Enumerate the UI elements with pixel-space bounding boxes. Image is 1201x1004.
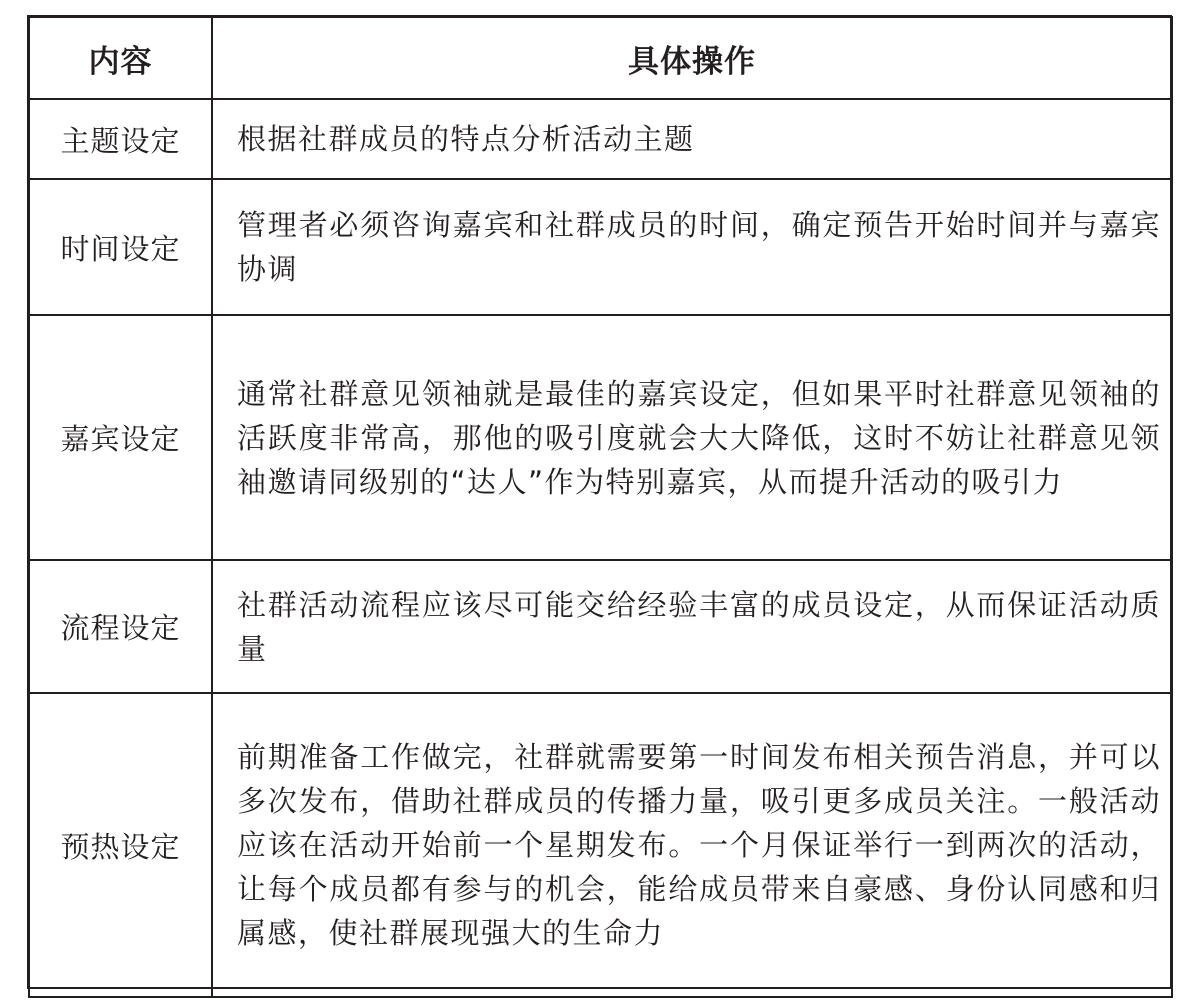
table-row (29, 179, 1172, 315)
table-row (29, 315, 1172, 560)
row-content: 管理者必须咨询嘉宾和社群成员的时间，确定预告开始时间并与嘉宾协调 (212, 179, 1172, 315)
table-row (29, 560, 1172, 693)
row-content: 前期准备工作做完，社群就需要第一时间发布相关预告消息，并可以多次发布，借助社群成员的传播力量，吸引更多成员关注。一般活动应该在活动开始前一个星期发布。一个月保证举行一到两次的活动，让每个成员都有参与的机会，能给成员带来自豪感、身份认同感和归属感，使社群展现强大的生命力 (212, 693, 1172, 997)
row-content: 根据社群成员的特点分析活动主题 (212, 99, 1172, 179)
header-operation: 具体操作 (212, 17, 1172, 99)
header-content: 内容 (29, 17, 212, 99)
row-label: 主题设定 (29, 99, 212, 179)
row-content: 通常社群意见领袖就是最佳的嘉宾设定，但如果平时社群意见领袖的活跃度非常高，那他的吸引度就会大大降低，这时不妨让社群意见领袖邀请同级别的“达人”作为特别嘉宾，从而提升活动的吸引力 (212, 315, 1172, 560)
row-content: 社群活动流程应该尽可能交给经验丰富的成员设定，从而保证活动质量 (212, 560, 1172, 693)
row-label: 嘉宾设定 (29, 315, 212, 560)
operations-table (28, 16, 1173, 998)
table-row (29, 99, 1172, 179)
table-row (29, 693, 1172, 997)
row-label: 预热设定 (29, 693, 212, 997)
table-header-row (29, 17, 1172, 99)
row-label: 流程设定 (29, 560, 212, 693)
row-label: 时间设定 (29, 179, 212, 315)
